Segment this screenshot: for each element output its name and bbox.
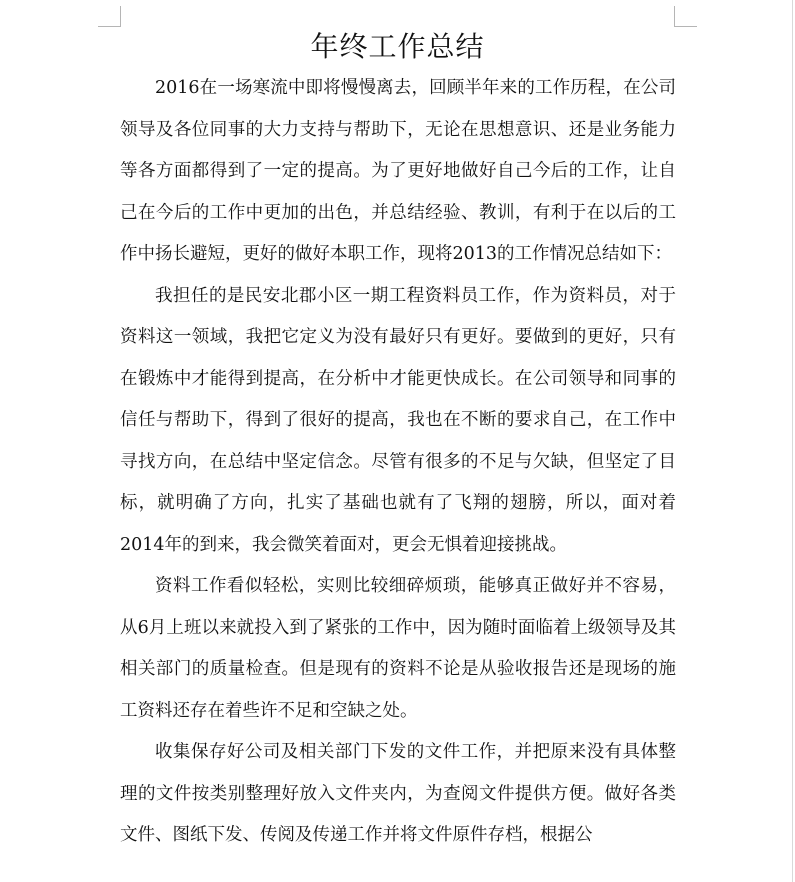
paragraph: 我担任的是民安北郡小区一期工程资料员工作，作为资料员，对于资料这一领域，我把它定义为没有最好只有更好。要做到的更好，只有在锻炼中才能得到提高，在分析中才能更快成长。在公司领导和同事的信任与帮助下，得到了很好的提高，我也在不断的要求自己，在工作中寻找方向，在总结中坚定信念。尽管有很多的不足与欠缺，但坚定了目标，就明确了方向，扎实了基础也就有了飞翔的翅膀，所以，面对着2014年的到来，我会微笑着面对，更会无惧着迎接挑战。 (120, 285, 676, 555)
page-edge (792, 0, 793, 882)
document-body (120, 68, 676, 857)
crop-mark-top-right (674, 6, 697, 27)
paragraph: 资料工作看似轻松，实则比较细碎烦琐，能够真正做好并不容易，从6月上班以来就投入到了紧张的工作中，因为随时面临着上级领导及其相关部门的质量检查。但是现有的资料不论是从验收报告还是现场的施工资料还存在着些许不足和空缺之处。 (120, 576, 676, 721)
document-title: 年终工作总结 (310, 30, 485, 63)
crop-mark-top-left (98, 6, 121, 27)
paragraph: 收集保存好公司及相关部门下发的文件工作，并把原来没有具体整理的文件按类别整理好放入文件夹内，为查阅文件提供方便。做好各类文件、图纸下发、传阅及传递工作并将文件原件存档，根据公 (120, 742, 676, 845)
paragraph: 2016在一场寒流中即将慢慢离去，回顾半年来的工作历程，在公司领导及各位同事的大力支持与帮助下，无论在思想意识、还是业务能力等各方面都得到了一定的提高。为了更好地做好自己今后的工作，让自己在今后的工作中更加的出色，并总结经验、教训，有利于在以后的工作中扬长避短，更好的做好本职工作，现将2013的工作情况总结如下： (120, 78, 676, 264)
